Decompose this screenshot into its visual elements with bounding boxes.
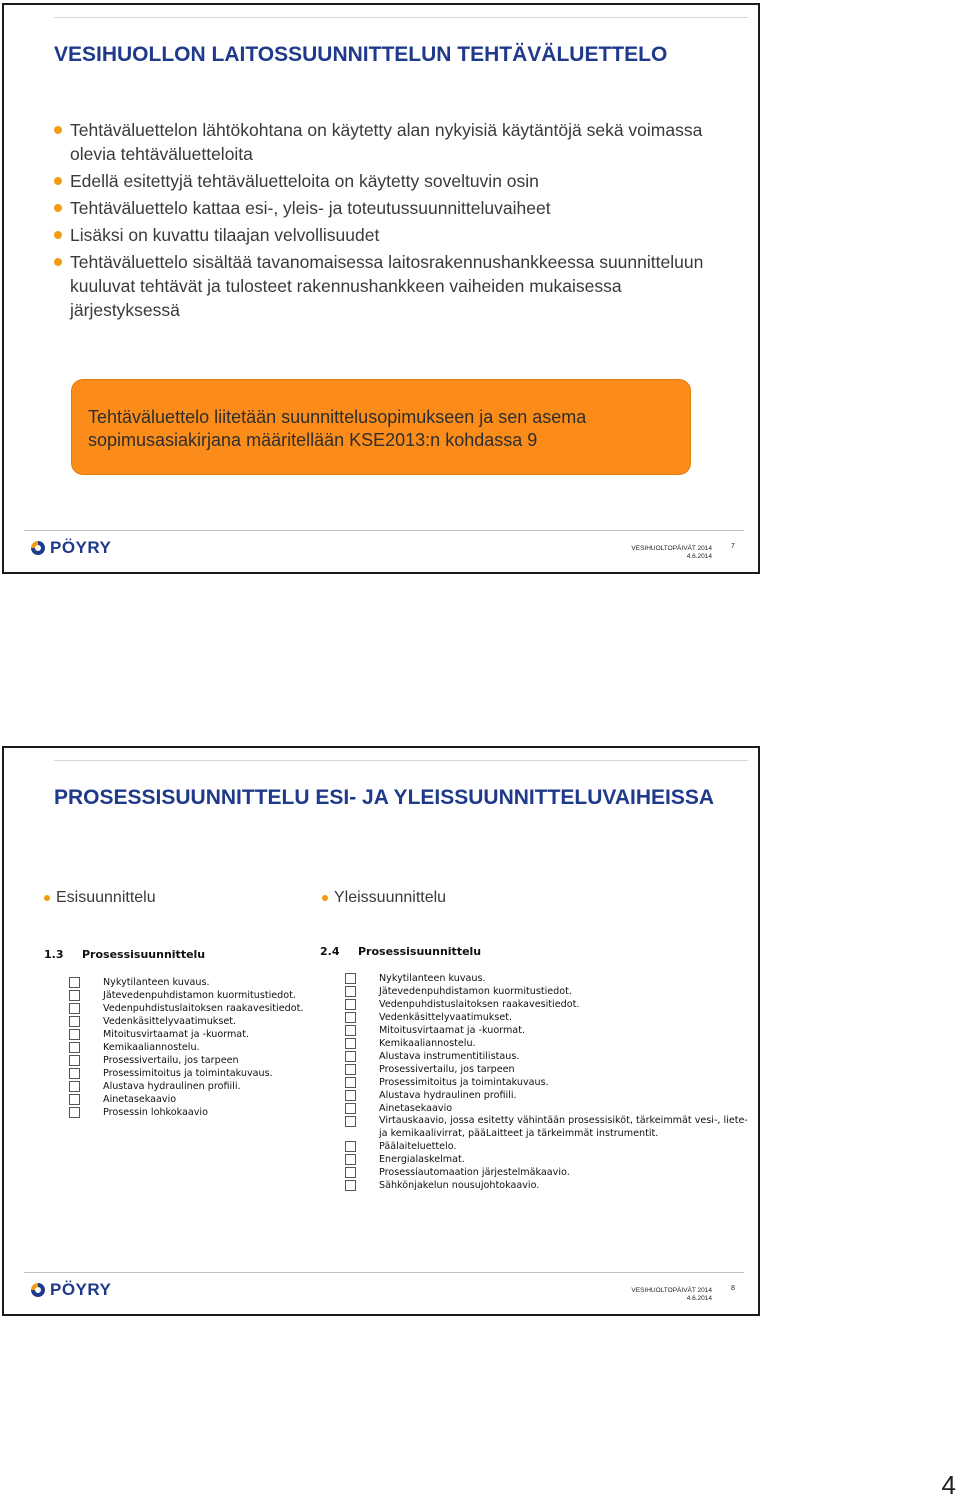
- section-heading-1-3: 1.3 Prosessisuunnittelu: [44, 948, 206, 961]
- bullet-dot-icon: [54, 231, 62, 239]
- bullet-item: Tehtäväluettelon lähtökohtana on käytetty alan nykyisiä käytäntöjä sekä voimassa olevia tehtäväluetteloita: [54, 118, 706, 166]
- checkbox-icon: [345, 1167, 356, 1178]
- checklist-item: Alustava hydraulinen profiili.: [345, 1089, 757, 1102]
- checkbox-icon: [345, 1051, 356, 1062]
- checklist-item: Vedenpuhdistuslaitoksen raakavesitiedot.: [345, 998, 757, 1011]
- checkbox-icon: [69, 1042, 80, 1053]
- checkbox-icon: [345, 1025, 356, 1036]
- logo-wordmark: PÖYRY: [50, 538, 112, 557]
- checkbox-icon: [345, 1064, 356, 1075]
- checklist-item: Vedenkäsittelyvaatimukset.: [69, 1015, 319, 1028]
- checklist-yleissuunnittelu: [345, 972, 757, 1192]
- bullet-dot-icon: [322, 895, 328, 901]
- document-page-number: 4: [941, 1470, 956, 1500]
- bullet-dot-icon: [54, 177, 62, 185]
- checklist-item: Prosessimitoitus ja toimintakuvaus.: [69, 1067, 319, 1080]
- checkbox-icon: [69, 1003, 80, 1014]
- checkbox-icon: [345, 1103, 356, 1114]
- column-label-yleissuunnittelu: Yleissuunnittelu: [322, 889, 446, 907]
- checkbox-icon: [69, 977, 80, 988]
- checkbox-icon: [69, 1081, 80, 1092]
- checklist-item: Mitoitusvirtaamat ja -kuormat.: [69, 1028, 319, 1041]
- footer-event: VESIHUOLTOPÄIVÄT 2014: [631, 1287, 712, 1294]
- checkbox-icon: [69, 1029, 80, 1040]
- poyry-logo: [30, 538, 111, 558]
- column-label-esisuunnittelu: Esisuunnittelu: [44, 889, 156, 907]
- checklist-item: Prosessin lohkokaavio: [69, 1106, 319, 1119]
- bullet-dot-icon: [44, 895, 50, 901]
- checklist-item: Mitoitusvirtaamat ja -kuormat.: [345, 1024, 757, 1037]
- bullet-dot-icon: [54, 204, 62, 212]
- section-heading-2-4: 2.4 Prosessisuunnittelu: [320, 945, 482, 958]
- checkbox-icon: [345, 1038, 356, 1049]
- checklist-item: Prosessimitoitus ja toimintakuvaus.: [345, 1076, 757, 1089]
- checklist-item: Prosessiautomaation järjestelmäkaavio.: [345, 1166, 757, 1179]
- poyry-logo-icon: [30, 540, 46, 556]
- checklist-item: Ainetasekaavio: [345, 1102, 757, 1115]
- checkbox-icon: [345, 986, 356, 997]
- slide-page-number: 7: [731, 543, 735, 550]
- bullet-dot-icon: [54, 258, 62, 266]
- slide-7: [2, 3, 760, 574]
- bullet-item: Lisäksi on kuvattu tilaajan velvollisuudet: [54, 223, 706, 247]
- slide-title: PROSESSISUUNNITTELU ESI- JA YLEISSUUNNITTELUVAIHEISSA: [54, 786, 715, 809]
- checklist-item: Ainetasekaavio: [69, 1093, 319, 1106]
- checklist-item: Kemikaaliannostelu.: [69, 1041, 319, 1054]
- checkbox-icon: [345, 1077, 356, 1088]
- checkbox-icon: [69, 1107, 80, 1118]
- checkbox-icon: [345, 1141, 356, 1152]
- checklist-item: Virtauskaavio, jossa esitetty vähintään prosessisiköt, tärkeimmät vesi-, liete- ja kemikaalivirrat, pääLaitteet ja tärkeimmät instrumentit.: [345, 1115, 757, 1140]
- footer-event: VESIHUOLTOPÄIVÄT 2014: [631, 545, 712, 552]
- checklist-item: Sähkönjakelun nousujohtokaavio.: [345, 1179, 757, 1192]
- footer-date: 4.6.2014: [686, 1295, 712, 1302]
- checkbox-icon: [69, 1055, 80, 1066]
- checkbox-icon: [345, 1090, 356, 1101]
- checklist-item: Jätevedenpuhdistamon kuormitustiedot.: [69, 989, 319, 1002]
- poyry-logo-icon: [30, 1282, 46, 1298]
- checkbox-icon: [345, 1180, 356, 1191]
- footer-rule: [24, 530, 744, 531]
- checklist-item: Alustava instrumentitilistaus.: [345, 1050, 757, 1063]
- slide-8: [2, 746, 760, 1316]
- checklist-item: Kemikaaliannostelu.: [345, 1037, 757, 1050]
- checkbox-icon: [345, 1116, 356, 1127]
- bullet-item: Edellä esitettyjä tehtäväluetteloita on käytetty soveltuvin osin: [54, 169, 706, 193]
- checklist-item: Vedenkäsittelyvaatimukset.: [345, 1011, 757, 1024]
- footer-event-info: [631, 1287, 712, 1303]
- checklist-item: Prosessivertailu, jos tarpeen: [345, 1063, 757, 1076]
- checklist-item: Vedenpuhdistuslaitoksen raakavesitiedot.: [69, 1002, 319, 1015]
- footer-event-info: [631, 545, 712, 561]
- checklist-item: Alustava hydraulinen profiili.: [69, 1080, 319, 1093]
- callout-box: Tehtäväluettelo liitetään suunnittelusopimukseen ja sen asema sopimusasiakirjana määritellään KSE2013:n kohdassa 9: [71, 379, 691, 475]
- checklist-item: Päälaiteluettelo.: [345, 1140, 757, 1153]
- slide-title: VESIHUOLLON LAITOSSUUNNITTELUN TEHTÄVÄLUETTELO: [54, 43, 668, 66]
- top-rule: [54, 17, 748, 18]
- checkbox-icon: [69, 1016, 80, 1027]
- checkbox-icon: [345, 1154, 356, 1165]
- bullet-item: Tehtäväluettelo kattaa esi-, yleis- ja toteutussuunnitteluvaiheet: [54, 196, 706, 220]
- checklist-item: Energialaskelmat.: [345, 1153, 757, 1166]
- logo-wordmark: PÖYRY: [50, 1280, 112, 1299]
- checklist-item: Prosessivertailu, jos tarpeen: [69, 1054, 319, 1067]
- checklist-item: Jätevedenpuhdistamon kuormitustiedot.: [345, 985, 757, 998]
- checkbox-icon: [345, 999, 356, 1010]
- top-rule: [54, 760, 748, 761]
- checkbox-icon: [69, 990, 80, 1001]
- footer-date: 4.6.2014: [686, 553, 712, 560]
- checklist-esisuunnittelu: [69, 976, 319, 1119]
- bullet-list: [54, 118, 706, 325]
- checkbox-icon: [69, 1068, 80, 1079]
- bullet-item: Tehtäväluettelo sisältää tavanomaisessa laitosrakennushankkeessa suunnitteluun kuuluvat tehtävät ja tulosteet rakennushankkeen vaiheiden mukaisessa järjestyksessä: [54, 250, 706, 322]
- footer-rule: [24, 1272, 744, 1273]
- checkbox-icon: [69, 1094, 80, 1105]
- slide-page-number: 8: [731, 1285, 735, 1292]
- bullet-dot-icon: [54, 126, 62, 134]
- checklist-item: Nykytilanteen kuvaus.: [345, 972, 757, 985]
- checkbox-icon: [345, 1012, 356, 1023]
- poyry-logo: [30, 1280, 111, 1300]
- checklist-item: Nykytilanteen kuvaus.: [69, 976, 319, 989]
- checkbox-icon: [345, 973, 356, 984]
